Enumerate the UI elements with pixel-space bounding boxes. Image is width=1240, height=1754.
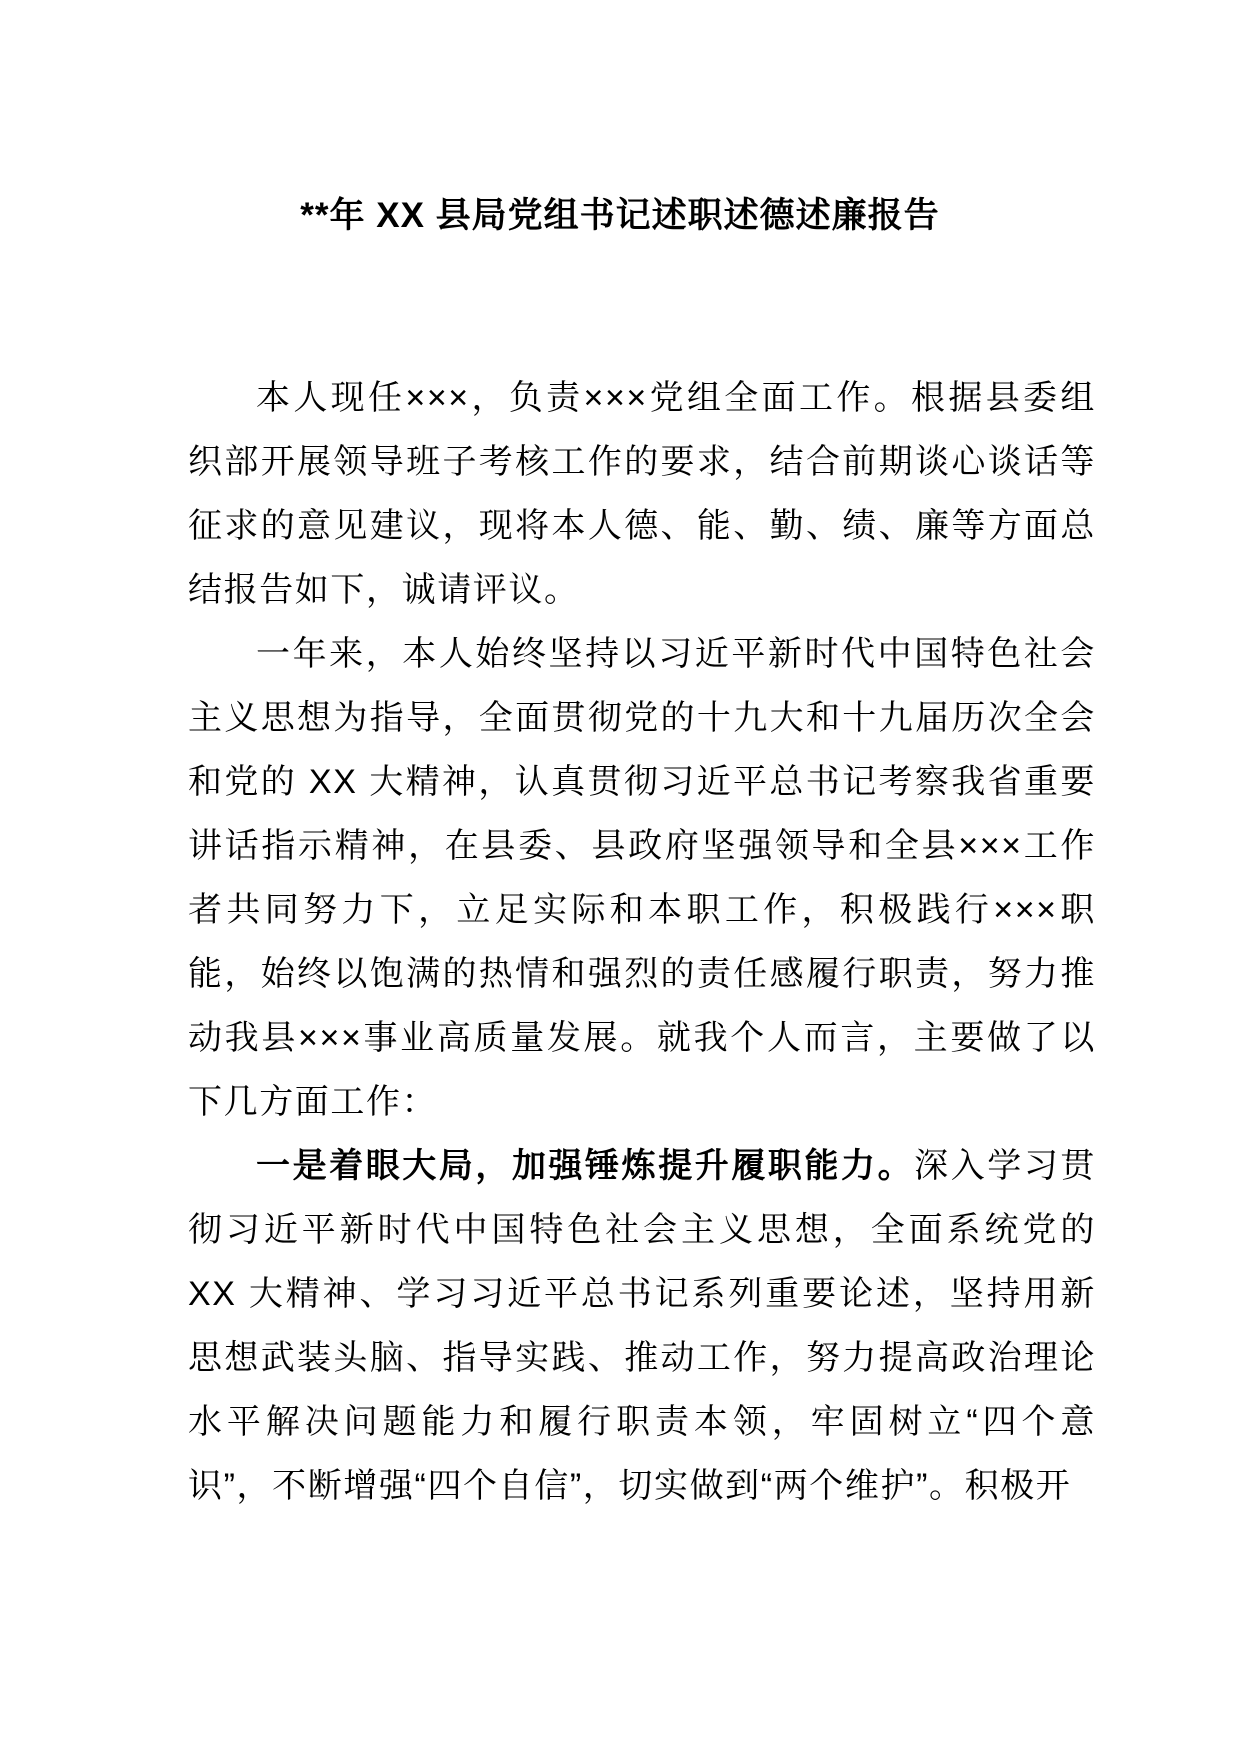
document-body xyxy=(188,366,1096,1518)
paragraph-lead-bold: 一是着眼大局，加强锤炼提升履职能力。 xyxy=(256,1147,915,1185)
paragraph-text: 深入学习贯彻习近平新时代中国特色社会主义思想，全面系统党的 XX 大精神、学习习近平总书记系列重要论述，坚持用新思想武装头脑、指导实践、推动工作，努力提高政治理论水平解决问题能力和履行职责本领，牢固树立“四个意识”，不断增强“四个自信”，切实做到“两个维护”。积极开 xyxy=(188,1147,1096,1505)
paragraph-text: 一年来，本人始终坚持以习近平新时代中国特色社会主义思想为指导，全面贯彻党的十九大和十九届历次全会和党的 XX 大精神，认真贯彻习近平总书记考察我省重要讲话指示精神，在县委、县政府坚强领导和全县×××工作者共同努力下，立足实际和本职工作，积极践行×××职能，始终以饱满的热情和强烈的责任感履行职责，努力推动我县×××事业高质量发展。就我个人而言，主要做了以下几方面工作： xyxy=(188,635,1096,1121)
paragraph xyxy=(188,366,1096,622)
paragraph xyxy=(188,622,1096,1134)
paragraph xyxy=(188,1134,1096,1518)
document-title: **年 XX 县局党组书记述职述德述廉报告 xyxy=(300,196,940,235)
paragraph-text: 本人现任×××，负责×××党组全面工作。根据县委组织部开展领导班子考核工作的要求，结合前期谈心谈话等征求的意见建议，现将本人德、能、勤、绩、廉等方面总结报告如下，诚请评议。 xyxy=(188,379,1096,609)
